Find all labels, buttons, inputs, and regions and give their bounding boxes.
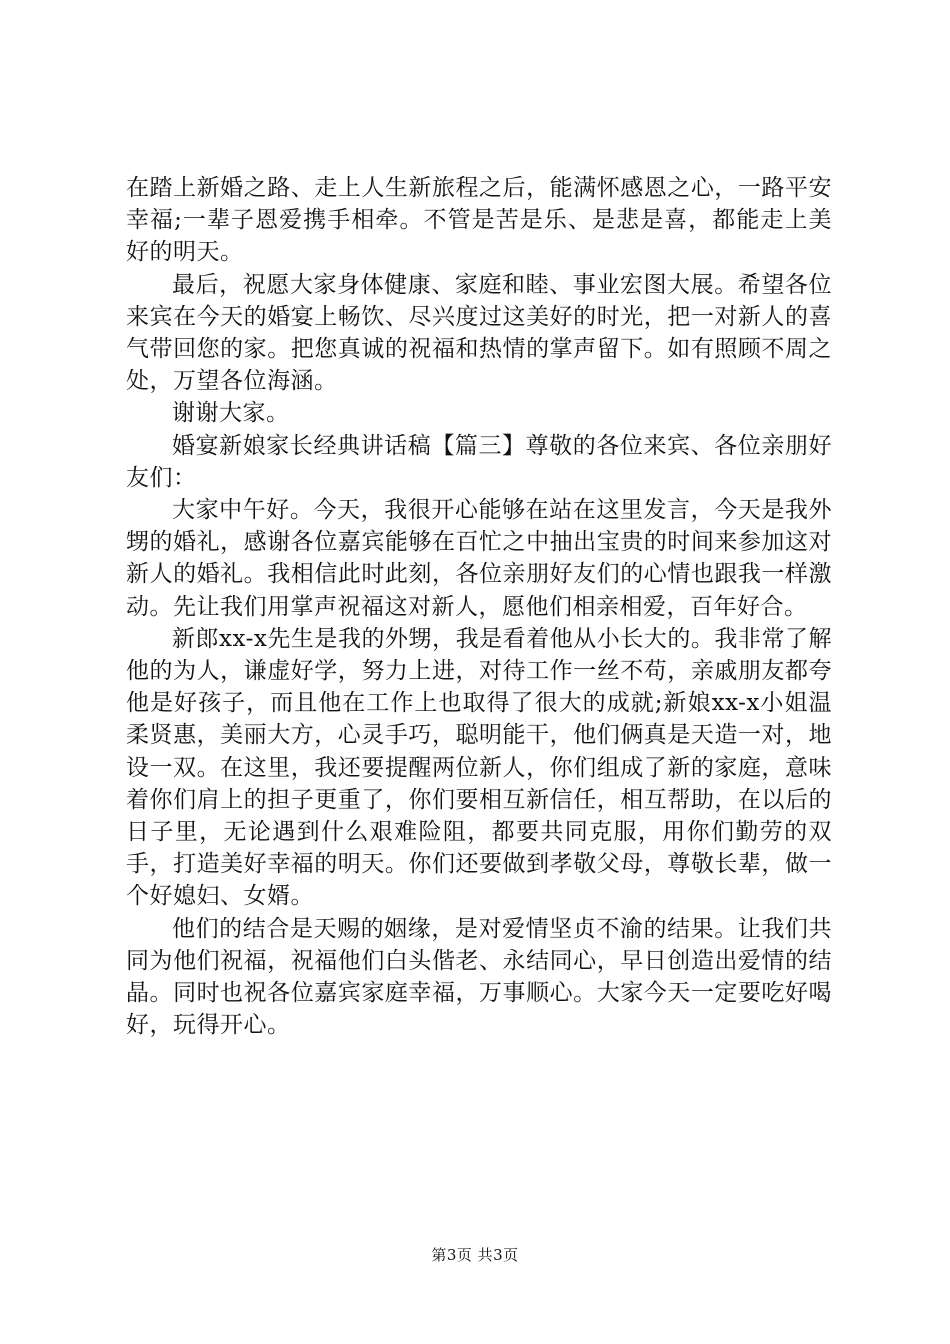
paragraph-blessing: 他们的结合是天赐的姻缘，是对爱情坚贞不渝的结果。让我们共同为他们祝福，祝福他们白头偕老、永结同心，早日创造出爱情的结晶。同时也祝各位嘉宾家庭幸福，万事顺心。大家今天一定要吃好喝好，玩得开心。 <box>126 915 832 1039</box>
paragraph-thanks: 谢谢大家。 <box>172 400 290 427</box>
page-number-footer: 第3页 共3页 <box>431 1246 519 1264</box>
paragraph-couple-intro: 新郎xx-x先生是我的外甥，我是看着他从小长大的。我非常了解他的为人，谦虚好学，努力上进，对待工作一丝不苟，亲戚朋友都夸他是好孩子，而且他在工作上也取得了很大的成就;新娘xx-x小姐温柔贤惠，美丽大方，心灵手巧，聪明能干，他们俩真是天造一对，地设一双。在这里，我还要提醒两位新人，你们组成了新的家庭，意味着你们肩上的担子更重了，你们要相互新信任，相互帮助，在以后的日子里，无论遇到什么艰难险阻，都要共同克服，用你们勤劳的双手，打造美好幸福的明天。你们还要做到孝敬父母，尊敬长辈，做一个好媳妇、女婿。 <box>126 625 832 910</box>
paragraph-section-heading: 婚宴新娘家长经典讲话稿【篇三】尊敬的各位来宾、各位亲朋好友们： <box>126 432 832 491</box>
paragraph-closing-wishes: 最后，祝愿大家身体健康、家庭和睦、事业宏图大展。希望各位来宾在今天的婚宴上畅饮、尽兴度过这美好的时光，把一对新人的喜气带回您的家。把您真诚的祝福和热情的掌声留下。如有照顾不周之处，万望各位海涵。 <box>126 271 832 395</box>
document-body <box>126 172 832 1041</box>
paragraph-continuation: 在踏上新婚之路、走上人生新旅程之后，能满怀感恩之心，一路平安幸福;一辈子恩爱携手相牵。不管是苦是乐、是悲是喜，都能走上美好的明天。 <box>126 175 832 266</box>
paragraph-greeting: 大家中午好。今天，我很开心能够在站在这里发言，今天是我外甥的婚礼，感谢各位嘉宾能够在百忙之中抽出宝贵的时间来参加这对新人的婚礼。我相信此时此刻，各位亲朋好友们的心情也跟我一样激动。先让我们用掌声祝福这对新人，愿他们相亲相爱，百年好合。 <box>126 497 832 620</box>
